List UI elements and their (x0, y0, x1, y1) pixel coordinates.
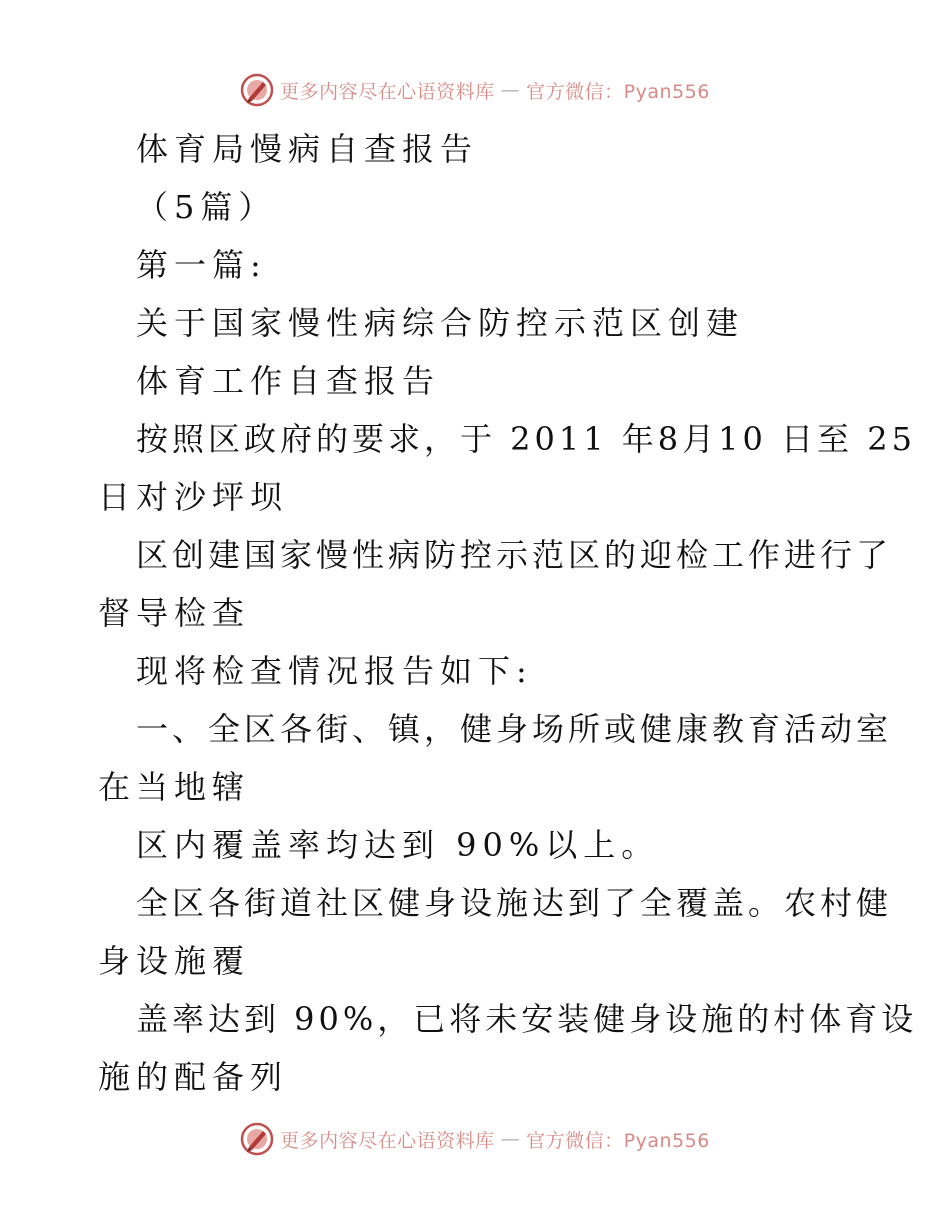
paragraph-line: 日对沙坪坝 (98, 478, 289, 516)
paragraph-line: 施的配备列 (98, 1058, 289, 1096)
paragraph-line: 一、全区各街、镇，健身场所或健康教育活动室 (136, 710, 893, 748)
paragraph-line: 全区各街道社区健身设施达到了全覆盖。农村健 (136, 884, 893, 922)
watermark-separator: — (500, 79, 521, 101)
pen-seal-logo-icon (240, 73, 274, 107)
document-body (98, 120, 918, 1106)
paragraph-line: 盖率达到 90%，已将未安装健身设施的村体育设 (136, 1000, 918, 1038)
pen-seal-logo-icon (240, 1122, 274, 1156)
watermark-banner-top (0, 70, 950, 110)
paragraph-line: 督导检查 (98, 594, 251, 632)
watermark-text: 更多内容尽在心语资料库 (280, 80, 495, 103)
watermark-wechat: 官方微信：Pyan556 (526, 80, 710, 103)
paragraph-line: 区内覆盖率均达到 90%以上。 (136, 826, 660, 864)
paragraph-line: 现将检查情况报告如下: (136, 652, 533, 690)
paragraph-line: 按照区政府的要求，于 2011 年8月10 日至 25 (136, 420, 916, 458)
watermark-banner-bottom (0, 1119, 950, 1159)
report-title-line-2: 体育工作自查报告 (136, 362, 441, 400)
document-subtitle: （5篇） (136, 188, 277, 226)
document-title: 体育局慢病自查报告 (136, 130, 479, 168)
watermark-separator: — (500, 1128, 521, 1150)
section-heading: 第一篇: (136, 246, 267, 284)
paragraph-line: 区创建国家慢性病防控示范区的迎检工作进行了 (136, 536, 893, 574)
paragraph-line: 在当地辖 (98, 768, 251, 806)
watermark-text: 更多内容尽在心语资料库 (280, 1129, 495, 1152)
report-title-line-1: 关于国家慢性病综合防控示范区创建 (136, 304, 745, 342)
watermark-wechat: 官方微信：Pyan556 (526, 1129, 710, 1152)
paragraph-line: 身设施覆 (98, 942, 251, 980)
